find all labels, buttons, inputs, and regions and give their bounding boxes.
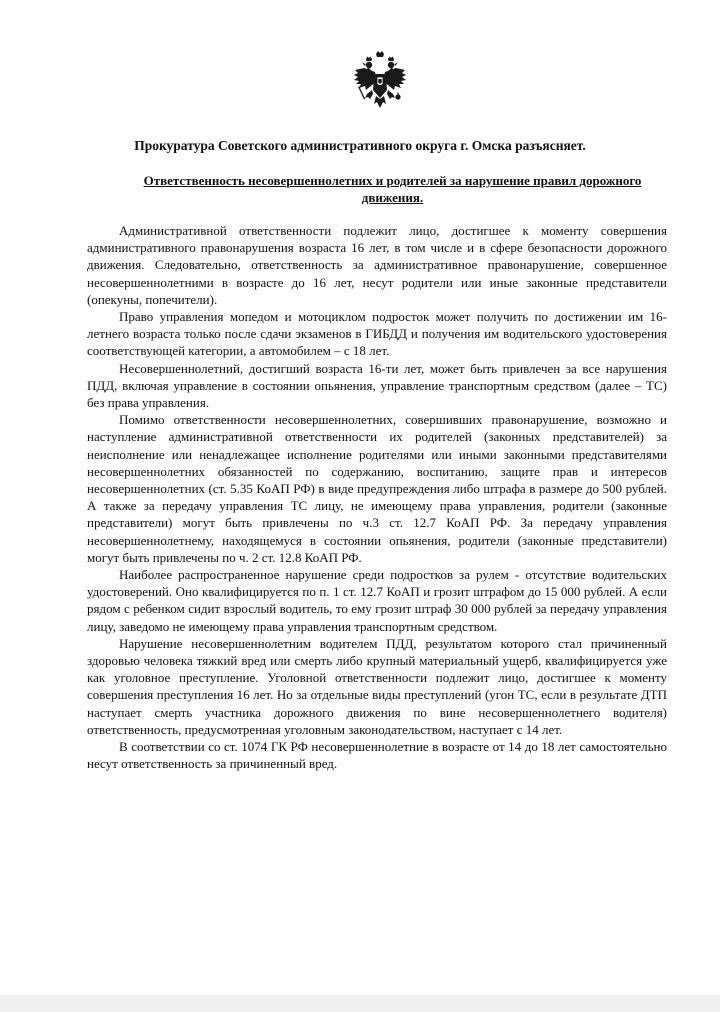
paragraph: Нарушение несовершеннолетним водителем ПДД, результатом которого стал причиненный здоровью человека тяжкий вред или смерть либо крупный материальный ущерб, квалифицируется уже как уголовное преступление. Уголовной ответственности подлежит лицо, достигшее к моменту совершения преступления 16 лет. Но за отдельные виды преступлений (угон ТС, если в результате ДТП наступает смерть участника дорожного движения по вине несовершеннолетнего водителя) ответственность, предусмотренная уголовным законодательством, наступает с 14 лет. — [87, 635, 667, 737]
document-subtitle: Ответственность несовершеннолетних и родителей за нарушение правил дорожного движения. — [143, 173, 642, 205]
paragraph: Административной ответственности подлежит лицо, достигшее к моменту совершения административного правонарушения возраста 16 лет, в том числе и в сфере безопасности дорожного движения. Следовательно, ответственность за административное правонарушение, совершенное несовершеннолетними в возрасте до 16 лет, несут родители или иные законные представители (опекуны, попечители). — [87, 223, 667, 307]
bottom-strip — [0, 995, 720, 1012]
paragraph: В соответствии со ст. 1074 ГК РФ несовершеннолетние в возрасте от 14 до 18 лет самостоятельно несут ответственность за причиненный вред. — [87, 739, 667, 772]
page-title: Прокуратура Советского административного округа г. Омска разъясняет. — [134, 138, 586, 153]
document-body — [87, 222, 667, 773]
double-headed-eagle-icon — [352, 50, 408, 114]
paragraph: Несовершеннолетний, достигший возраста 16-ти лет, может быть привлечен за все нарушения ПДД, включая управление в состоянии опьянения, управление транспортным средством (далее – ТС) без права управления. — [87, 360, 667, 411]
paragraph: Наиболее распространенное нарушение среди подростков за рулем - отсутствие водительских удостоверений. Оно квалифицируется по п. 1 ст. 12.7 КоАП и грозит штрафом до 15 000 рублей. А если рядом с ребенком сидит взрослый водитель, то ему грозит штраф 30 000 рублей за передачу управления лицу, заведомо не имеющему права управления транспортным средством. — [87, 567, 667, 634]
paragraph: Помимо ответственности несовершеннолетних, совершивших правонарушение, возможно и наступление административной ответственности их родителей (законных представителей) за неисполнение или ненадлежащее исполнение родителями или иными законными представителями несовершеннолетних обязанностей по содержанию, воспитанию, защите прав и интересов несовершеннолетних (ст. 5.35 КоАП РФ) в виде предупреждения либо штрафа в размере до 500 рублей. А также за передачу управления ТС лицу, не имеющему права управления, родители (законные представители) могут быть привлечены по ч.3 ст. 12.7 КоАП РФ. За передачу управления несовершеннолетнему, находящемуся в состоянии опьянения, родители (законные представители) могут быть привлечены по ч. 2 ст. 12.8 КоАП РФ. — [87, 412, 667, 565]
paragraph: Право управления мопедом и мотоциклом подросток может получить по достижении им 16-летнего возраста только после сдачи экзаменов в ГИБДД и получения им водительского удостоверения соответствующей категории, а автомобилем – с 18 лет. — [87, 309, 667, 359]
